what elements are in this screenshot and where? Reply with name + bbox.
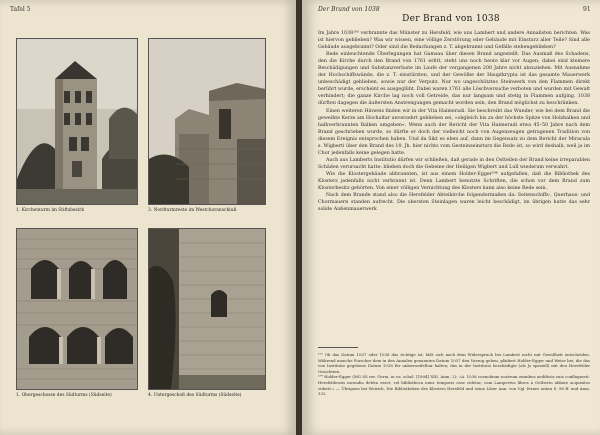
photo-south-tower-upper xyxy=(16,228,138,390)
paragraph: Im Jahre 1038¹⁹³ verbrannte das Münster zu Hersfeld, wie uns Lambert und andere Annalisten berichten. Was ist hiervon geblieben? Was wir wissen, eine völlige Zerstörung oder Gebäude mit Einsturz aller Teile? Sind alle Gebäude ausgebrannt? Oder sind die Bedachungen z. T. abgebrannt und Gefälle stehengeblieben? xyxy=(318,31,590,51)
footnote-rule xyxy=(318,347,358,348)
page-number: 91 xyxy=(583,6,591,13)
paragraph: Rede einleuchtende Überlegungen hat Gamsau über diesen Brand angestellt. Das Ausmaß des Schadens, den die Kirche durch den Brand von 1761 erlitt, steht uns noch heute klar vor Augen; dabei sind kleinere Beschädigungen und Substanzverluste im Laufe der vergangenen 200 Jahre nicht abzuziehen. Mit Ausnahme der Hochschiffswände, die z. T. einstürzten, und der Gewölbe der Hauptkrypta ist das gesamte Mauerwerk unbeschädigt geblieben, sowie nur der Verputz. Nur wo ungeschütztes Steinwerk von den Flammen direkt berührt wurde, erscheint es ausgeglüht. Dabei waren 1761 alle Löschversuche verboten und wurden mit Gewalt verhindert; die ganze Kirche lag noch voll Getreide, das nur langsam und stetig in Flammen aufging. 1038 dürften dagegen die äußersten Anstrengungen gemacht worden sein, den Brand möglichst zu beschränken. xyxy=(318,52,590,107)
caption-photo-3: 3. Nordturmreste im Westchoranschluß xyxy=(148,208,237,213)
body-text xyxy=(318,30,590,213)
photo-south-tower-lower xyxy=(148,228,266,390)
plate-label: Tafel 5 xyxy=(10,6,31,13)
photo-north-tower-ruins xyxy=(148,38,266,205)
running-title: Der Brand von 1038 xyxy=(318,6,380,13)
caption-photo-4: 4. Untergeschoß des Südturms (Südseite) xyxy=(148,393,242,398)
chapter-title: Der Brand von 1038 xyxy=(402,14,500,24)
paragraph: Wie die Klostergebäude abbrannten, ist aus einem Holder-Egger¹⁹⁴ aufgefallen, daß die Bibliothek des Klosters jedenfalls nicht verbrannt ist. Denn Lambert benutzte Schriften, die schon vor dem Brand zum Klosterbesitz gehörten. Von einer völligen Vernichtung des Klosters kann also keine Rede sein. xyxy=(318,171,590,192)
footnote: ¹⁹³ Ob das Datum 1037 oder 1038 das richtige ist, läßt sich nach dem Widerspruch bei Lambert nicht mit Gewißheit entscheiden. Während manche Forscher dem in den Annalen genannten Datum 1037 den Vorzug geben, plädiert Holder-Egger und Weise bei, die das von Institutio gegebene Datum 1038 für unbezweifelbar halten; das in der Institutio beschädigte (als Js speziell) mit den Hersfelder Gesichtern. xyxy=(318,352,590,374)
photo-church-tower xyxy=(16,38,138,205)
caption-photo-1: 1. Kirchenturm im Stiftsbezirk xyxy=(16,208,84,213)
paragraph: Auch aus Lamberts Institutio dürfen wir schließen, daß gerade in den Ostteilen der Brand keine irreparablen Schäden verursacht hatte: blieben doch die Gebeine der Heiligen Wigbert und Lull wiederum verwahrt. xyxy=(318,157,590,170)
footnotes xyxy=(318,352,590,397)
caption-photo-2: 1. Obergeschosse des Südturms (Südseite) xyxy=(16,393,112,398)
paragraph: Nach dem Brande stand also die Hersfelder Abteikirche folgendermaßen da: Seitenschiffs-, Querhaus- und Chormauern standen aufrecht. Die obersten Steinlagen waren leicht beschädigt, im übrigen hatte das sehr solide Außenmauerwerk xyxy=(318,193,590,213)
plate-page xyxy=(0,0,296,435)
paragraph: Einen weiteren Hinweis finden wir in der Vita Haimeradi. Sie beschreibt das Wunder, wie bei dem Brand die geweihte Kerze am Hochaltar unversehrt geblieben sei, »obgleich bis zu der höchste Spitze von Holzbalken und halbverbrannten Balken umgeben«. Wenn auch der Bericht der Vita Haimeradi etwa 45–50 Jahre nach dem Brand geschrieben wurde, so dürfte er doch der vielleicht noch von Augenzeugen getragenen Tradition von diesem Ereignis entsprochen haben. Und da Sikt es eben auf, dann im Gegensatz zu dem Bericht der Miracula s. Wigberti über den Brand des 10. Jh. hier nichts vom Gesteinseinsturz die Rede ist, so wird deshalb, weil ja im Chor jedenfalls keine gelegen hatte. xyxy=(318,108,590,156)
footnote: ¹⁹⁴ Holder-Egger (MG SS rer. Germ. in us. schol. [1894] XIII, Anm. 2): »A. 1038 coenobium nostrum omnibus aedificiis suis conflagravit. Hersfeldensis incendio deleta esset, vel bibliotheca nunc temporis esse videtur, cum Lampertus libros a Gotberto abbate acquisitos viderit.« — Übrigens bei Weirich, Die Bibliotheken des Klosters Hersfeld und seine Liber Ann. von Vgl. ferner unten S. 98 ff. und Anm. 132. xyxy=(318,374,590,397)
